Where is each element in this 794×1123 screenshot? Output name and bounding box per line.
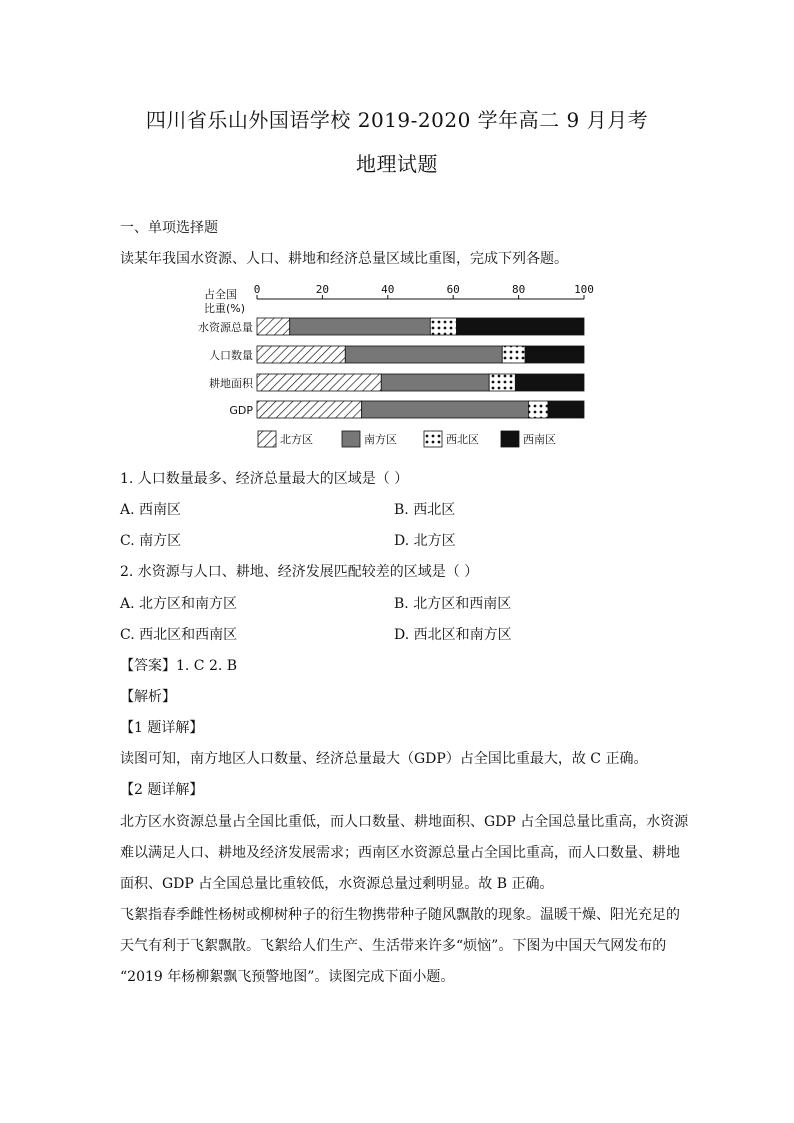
- category-label: 水资源总量: [198, 321, 253, 334]
- q2-stem: 2. 水资源与人口、耕地、经济发展匹配较差的区域是（ ）: [120, 564, 479, 580]
- bar-segment: [489, 374, 515, 391]
- x-tick-label: 80: [511, 283, 526, 296]
- region-share-chart: [190, 283, 610, 455]
- q2-option-b: B. 北方区和西南区: [394, 596, 512, 612]
- q1-option-b: B. 西北区: [394, 502, 456, 518]
- legend-swatch: [342, 431, 360, 447]
- q1-option-a: A. 西南区: [120, 502, 182, 518]
- detail-2-heading: 【2 题详解】: [120, 782, 204, 798]
- bar-segment: [257, 318, 290, 335]
- bar-segment: [515, 374, 584, 391]
- bar-segment: [362, 401, 529, 418]
- legend-swatch: [258, 431, 276, 447]
- detail-2-line: 北方区水资源总量占全国比重低，而人口数量、耕地面积、GDP 占全国总量比重高，水资源: [120, 814, 689, 830]
- bar-segment: [290, 318, 431, 335]
- bar-segment: [381, 374, 489, 391]
- bar-segment: [528, 401, 548, 418]
- y-axis-label-line-2: 比重(%): [204, 302, 246, 315]
- next-passage-line: 飞絮指春季雌性杨树或柳树种子的衍生物携带种子随风飘散的现象。温暖干燥、阳光充足的: [120, 907, 680, 923]
- x-tick-label: 0: [253, 283, 261, 296]
- bar-segment: [345, 346, 502, 363]
- bar-segment: [456, 318, 584, 335]
- legend-label: 南方区: [364, 433, 397, 446]
- q1-option-c: C. 南方区: [120, 533, 182, 549]
- next-passage-line: 天气有利于飞絮飘散。飞絮给人们生产、生活带来许多“烦恼”。下图为中国天气网发布的: [120, 938, 667, 954]
- bar-segment: [502, 346, 525, 363]
- title-line-2: 地理试题: [356, 152, 438, 176]
- section-heading: 一、单项选择题: [120, 220, 218, 236]
- legend-swatch: [424, 431, 442, 447]
- q1-stem: 1. 人口数量最多、经济总量最大的区域是（ ）: [120, 471, 409, 487]
- category-label: 耕地面积: [209, 377, 253, 390]
- legend-swatch: [501, 431, 519, 447]
- x-tick-label: 40: [381, 283, 395, 296]
- bar-segment: [548, 401, 584, 418]
- bar-segment: [257, 374, 381, 391]
- detail-2-line: 难以满足人口、耕地及经济发展需求；西南区水资源总量占全国比重高，而人口数量、耕地: [120, 845, 680, 861]
- legend-label: 西南区: [523, 433, 556, 446]
- legend-label: 北方区: [280, 433, 313, 446]
- detail-2-line: 面积、GDP 占全国总量比重较低，水资源总量过剩明显。故 B 正确。: [120, 876, 554, 892]
- y-axis-label-line-1: 占全国: [204, 288, 237, 301]
- x-tick-label: 20: [315, 283, 330, 296]
- legend-label: 西北区: [446, 433, 479, 446]
- bar-segment: [257, 346, 345, 363]
- q2-option-c: C. 西北区和西南区: [120, 627, 238, 643]
- detail-1-text: 读图可知，南方地区人口数量、经济总量最大（GDP）占全国比重最大，故 C 正确。: [120, 751, 648, 767]
- category-label: 人口数量: [209, 349, 253, 362]
- analysis-heading: 【解析】: [120, 689, 176, 705]
- x-tick-label: 60: [446, 283, 460, 296]
- q2-option-a: A. 北方区和南方区: [120, 596, 238, 612]
- category-label: GDP: [229, 404, 253, 417]
- bar-segment: [525, 346, 584, 363]
- title-line-1: 四川省乐山外国语学校 2019-2020 学年高二 9 月月考: [145, 108, 649, 132]
- detail-1-heading: 【1 题详解】: [120, 720, 204, 736]
- q1-option-d: D. 北方区: [394, 533, 456, 549]
- answer: 【答案】1. C 2. B: [120, 658, 238, 674]
- bar-segment: [257, 401, 362, 418]
- bar-segment: [430, 318, 456, 335]
- next-passage-line: “2019 年杨柳絮飘飞预警地图”。读图完成下面小题。: [120, 969, 455, 985]
- x-tick-label: 100: [574, 283, 594, 296]
- q2-option-d: D. 西北区和南方区: [394, 627, 512, 643]
- intro-text: 读某年我国水资源、人口、耕地和经济总量区域比重图，完成下列各题。: [120, 251, 568, 267]
